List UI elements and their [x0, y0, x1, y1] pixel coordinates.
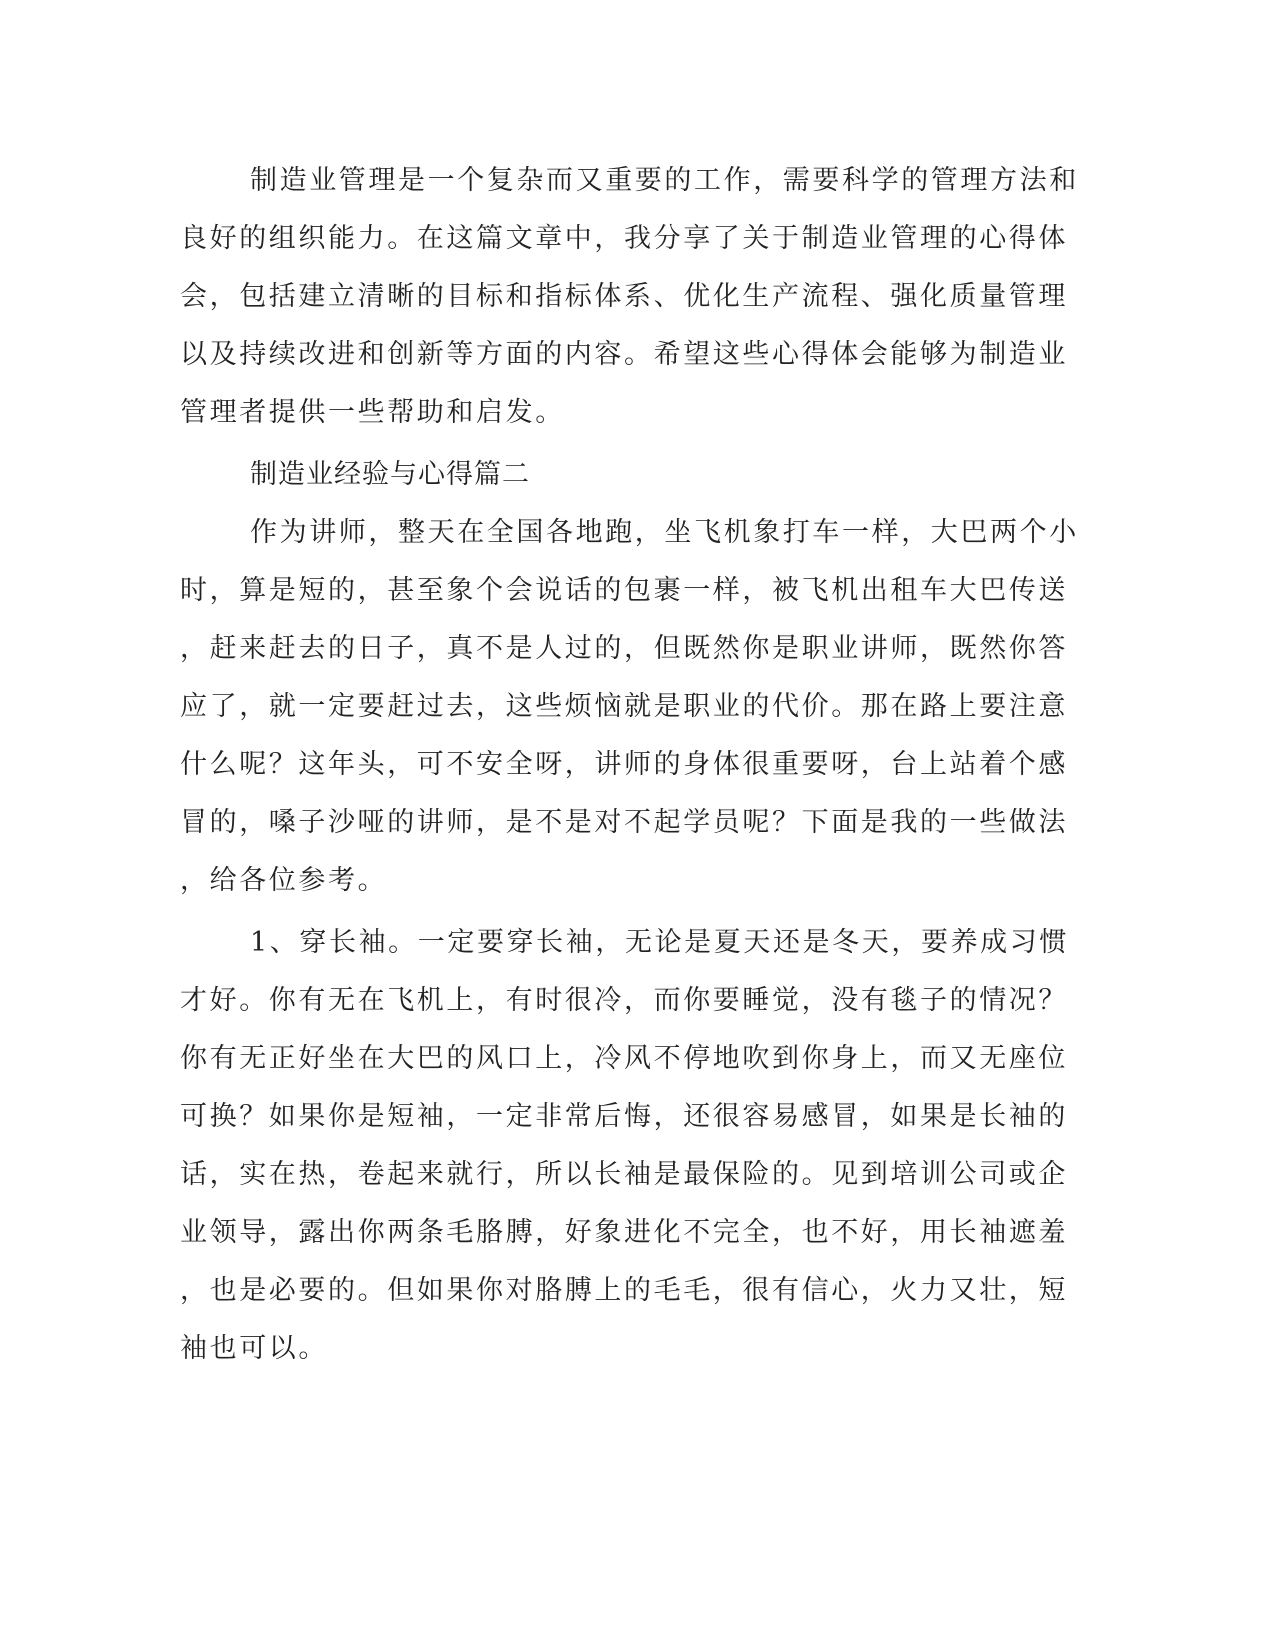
paragraph-1-line-4: 以及持续改进和创新等方面的内容。希望这些心得体会能够为制造业 — [180, 339, 1068, 370]
paragraph-2-line-1: 作为讲师，整天在全国各地跑，坐飞机象打车一样，大巴两个小 — [250, 517, 1079, 548]
paragraph-1-line-3: 会，包括建立清晰的目标和指标体系、优化生产流程、强化质量管理 — [180, 281, 1068, 312]
paragraph-2-line-4: 应了，就一定要赶过去，这些烦恼就是职业的代价。那在路上要注意 — [180, 691, 1068, 722]
paragraph-3-line-7: ，也是必要的。但如果你对胳膊上的毛毛，很有信心，火力又壮，短 — [180, 1275, 1068, 1306]
paragraph-2-line-2: 时，算是短的，甚至象个会说话的包裹一样，被飞机出租车大巴传送 — [180, 575, 1068, 606]
paragraph-2-line-5: 什么呢？这年头，可不安全呀，讲师的身体很重要呀，台上站着个感 — [180, 749, 1068, 780]
paragraph-3-line-8: 袖也可以。 — [180, 1333, 328, 1364]
paragraph-2-line-7: ，给各位参考。 — [180, 865, 388, 896]
paragraph-1-line-5: 管理者提供一些帮助和启发。 — [180, 397, 565, 428]
paragraph-2-line-3: ，赶来赶去的日子，真不是人过的，但既然你是职业讲师，既然你答 — [180, 633, 1068, 664]
paragraph-1-line-1: 制造业管理是一个复杂而又重要的工作，需要科学的管理方法和 — [250, 165, 1079, 196]
paragraph-1-line-2: 良好的组织能力。在这篇文章中，我分享了关于制造业管理的心得体 — [180, 223, 1068, 254]
section-title: 制造业经验与心得篇二 — [250, 459, 530, 490]
paragraph-3-line-3: 你有无正好坐在大巴的风口上，冷风不停地吹到你身上，而又无座位 — [180, 1043, 1068, 1074]
paragraph-3-line-4: 可换？如果你是短袖，一定非常后悔，还很容易感冒，如果是长袖的 — [180, 1101, 1068, 1132]
paragraph-3-line-2: 才好。你有无在飞机上，有时很冷，而你要睡觉，没有毯子的情况？ — [180, 985, 1068, 1016]
paragraph-3-line-1: 1、穿长袖。一定要穿长袖，无论是夏天还是冬天，要养成习惯 — [250, 927, 1069, 958]
paragraph-3-line-5: 话，实在热，卷起来就行，所以长袖是最保险的。见到培训公司或企 — [180, 1159, 1068, 1190]
paragraph-2-line-6: 冒的，嗓子沙哑的讲师，是不是对不起学员呢？下面是我的一些做法 — [180, 807, 1068, 838]
paragraph-3-line-6: 业领导，露出你两条毛胳膊，好象进化不完全，也不好，用长袖遮羞 — [180, 1217, 1068, 1248]
